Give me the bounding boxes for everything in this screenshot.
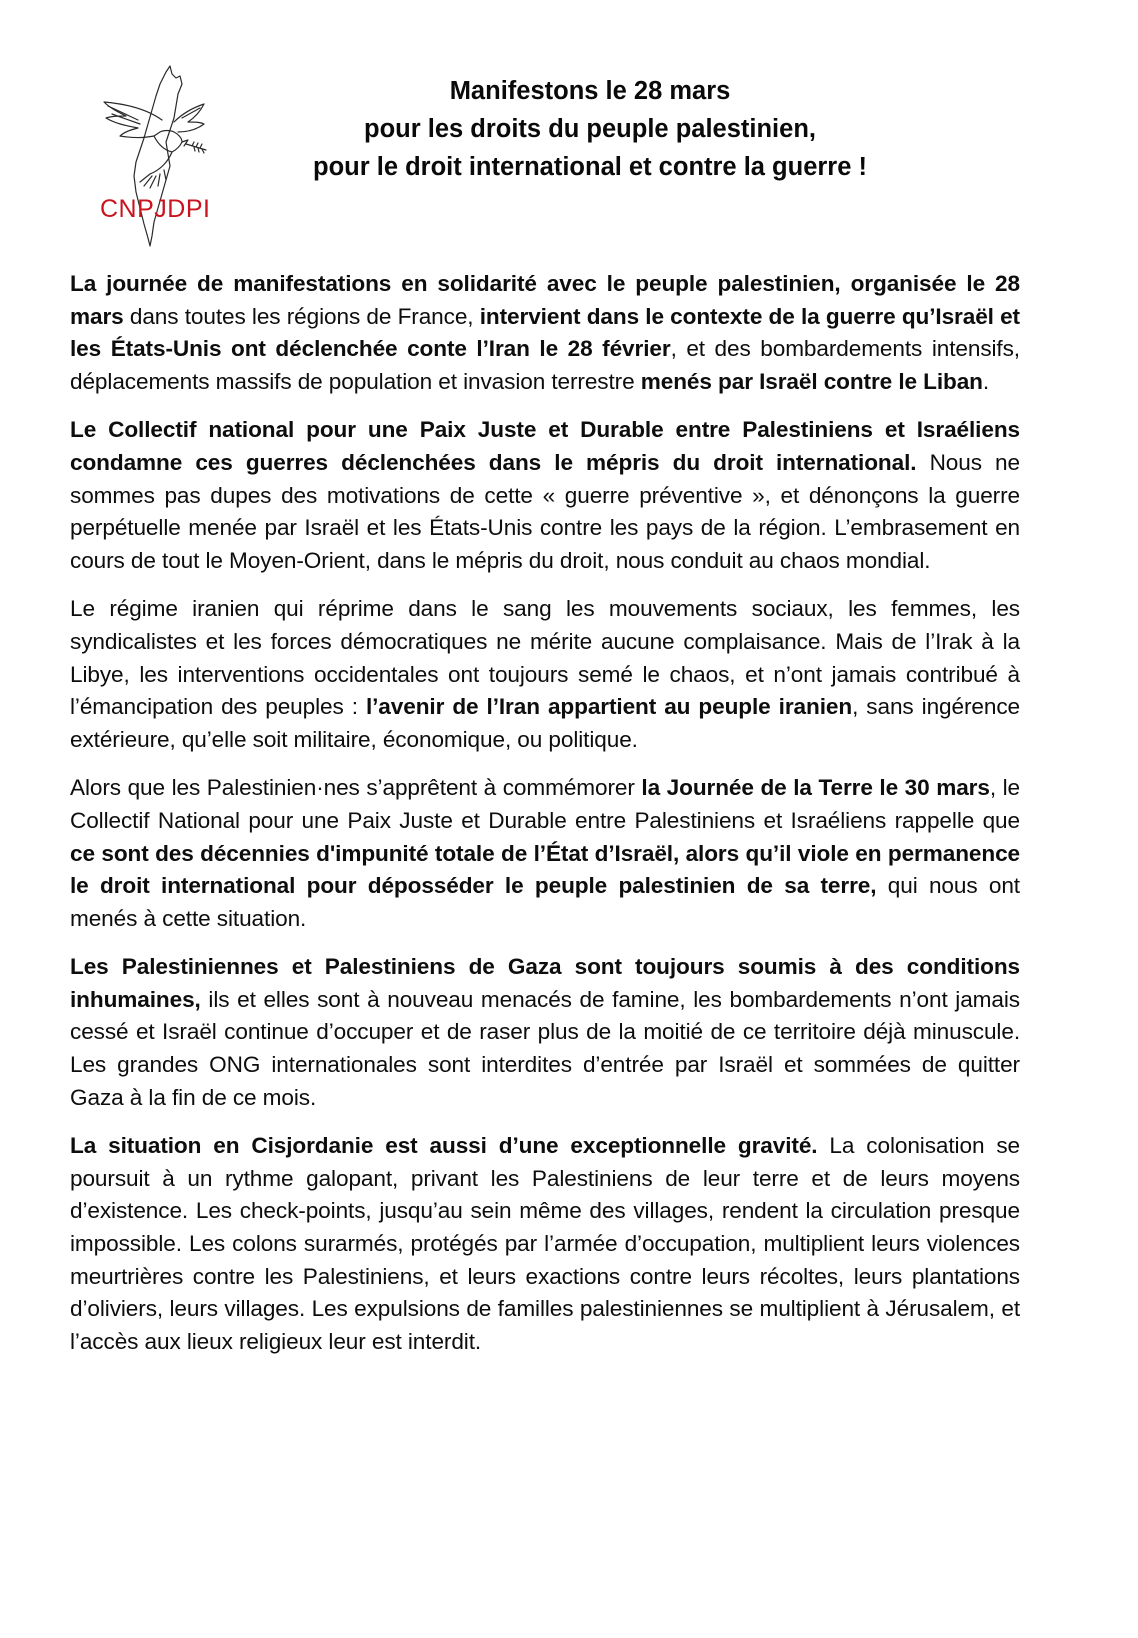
text-regular: . xyxy=(982,368,990,394)
organization-logo xyxy=(78,58,228,258)
paragraph-1 xyxy=(70,268,1020,398)
text-regular: , et des bombardements intensifs, déplacements massifs de population et invasion terrestre xyxy=(70,336,1020,394)
text-bold: Le Collectif national pour une Paix Juste et Durable entre Palestiniens et Israéliens condamne ces guerres déclenchées dans le mépris du droit international. xyxy=(70,417,1020,475)
page-title xyxy=(250,72,930,186)
text-bold: La situation en Cisjordanie est aussi d’une exceptionnelle gravité. xyxy=(70,1133,818,1159)
text-bold: intervient dans le contexte de la guerre qu’Israël et les États-Unis ont déclenchée conte l’Iran le 28 février xyxy=(70,303,1020,362)
text-regular: , le Collectif National pour une Paix Juste et Durable entre Palestiniens et Israéliens rappelle que xyxy=(70,775,1020,833)
text-bold: ce sont des décennies d'impunité totale de l’État d’Israël, alors qu’il viole en permanence le droit international pour déposséder le peuple palestinien de sa terre, xyxy=(70,840,1020,899)
text-regular: La colonisation se poursuit à un rythme galopant, privant les Palestiniens de leur terre et de leurs moyens d’existence. Les check-points, jusqu’au sein même des villages, rendent la circulation presque impossible. Les colons surarmés, protégés par l’armée d’occupation, multiplient leurs violences meurtrières contre les Palestiniens, et leurs exactions contre leurs récoltes, leurs plantations d’oliviers, leurs villages. Les expulsions de familles palestiniennes se multiplient à Jérusalem, et l’accès aux lieux religieux leur est interdit. xyxy=(70,1133,1021,1354)
logo-text: CNPJDPI xyxy=(100,195,211,223)
text-bold: La journée de manifestations en solidarité avec le peuple palestinien, organisée le 28 mars xyxy=(70,271,1020,329)
title-line-1: Manifestons le 28 mars xyxy=(449,77,731,105)
text-regular: Alors que les Palestinien·nes s’apprêtent à commémorer xyxy=(70,775,642,801)
text-bold: Les Palestiniennes et Palestiniens de Gaza sont toujours soumis à des conditions inhumaines, xyxy=(70,954,1020,1012)
title-line-3: pour le droit international et contre la guerre ! xyxy=(313,153,867,181)
text-regular: qui nous ont menés à cette situation. xyxy=(70,873,1020,931)
paragraph-2 xyxy=(70,414,1020,577)
text-bold: la Journée de la Terre le 30 mars xyxy=(641,775,990,801)
dove-map-icon xyxy=(78,58,228,258)
text-bold: menés par Israël contre le Liban xyxy=(640,368,983,394)
paragraph-6 xyxy=(70,1130,1020,1358)
text-regular: Nous ne sommes pas dupes des motivations de cette « guerre préventive », et dénonçons la guerre perpétuelle menée par Israël et les États-Unis contre les pays de la région. L’embrasement en cours de tout le Moyen-Orient, dans le mépris du droit, nous conduit au chaos mondial. xyxy=(70,449,1020,573)
text-regular: , sans ingérence extérieure, qu’elle soit militaire, économique, ou politique. xyxy=(70,694,1020,752)
title-line-2: pour les droits du peuple palestinien, xyxy=(364,115,816,143)
text-regular: dans toutes les régions de France, xyxy=(123,303,480,329)
text-regular: Le régime iranien qui réprime dans le sang les mouvements sociaux, les femmes, les syndicalistes et les forces démocratiques ne mérite aucune complaisance. Mais de l’Irak à la Libye, les interventions occidentales ont toujours semé le chaos, et n’ont jamais contribué à l’émancipation des peuples : xyxy=(70,596,1020,720)
text-regular: ils et elles sont à nouveau menacés de famine, les bombardements n’ont jamais cessé et Israël continue d’occuper et de raser plus de la moitié de ce territoire déjà minuscule. Les grandes ONG internationales sont interdites d’entrée par Israël et sommées de quitter Gaza à la fin de ce mois. xyxy=(70,986,1020,1110)
paragraph-3 xyxy=(70,593,1020,756)
paragraph-4 xyxy=(70,772,1020,935)
text-bold: l’avenir de l’Iran appartient au peuple iranien xyxy=(365,694,853,720)
document-body xyxy=(70,268,1020,1374)
paragraph-5 xyxy=(70,951,1020,1114)
